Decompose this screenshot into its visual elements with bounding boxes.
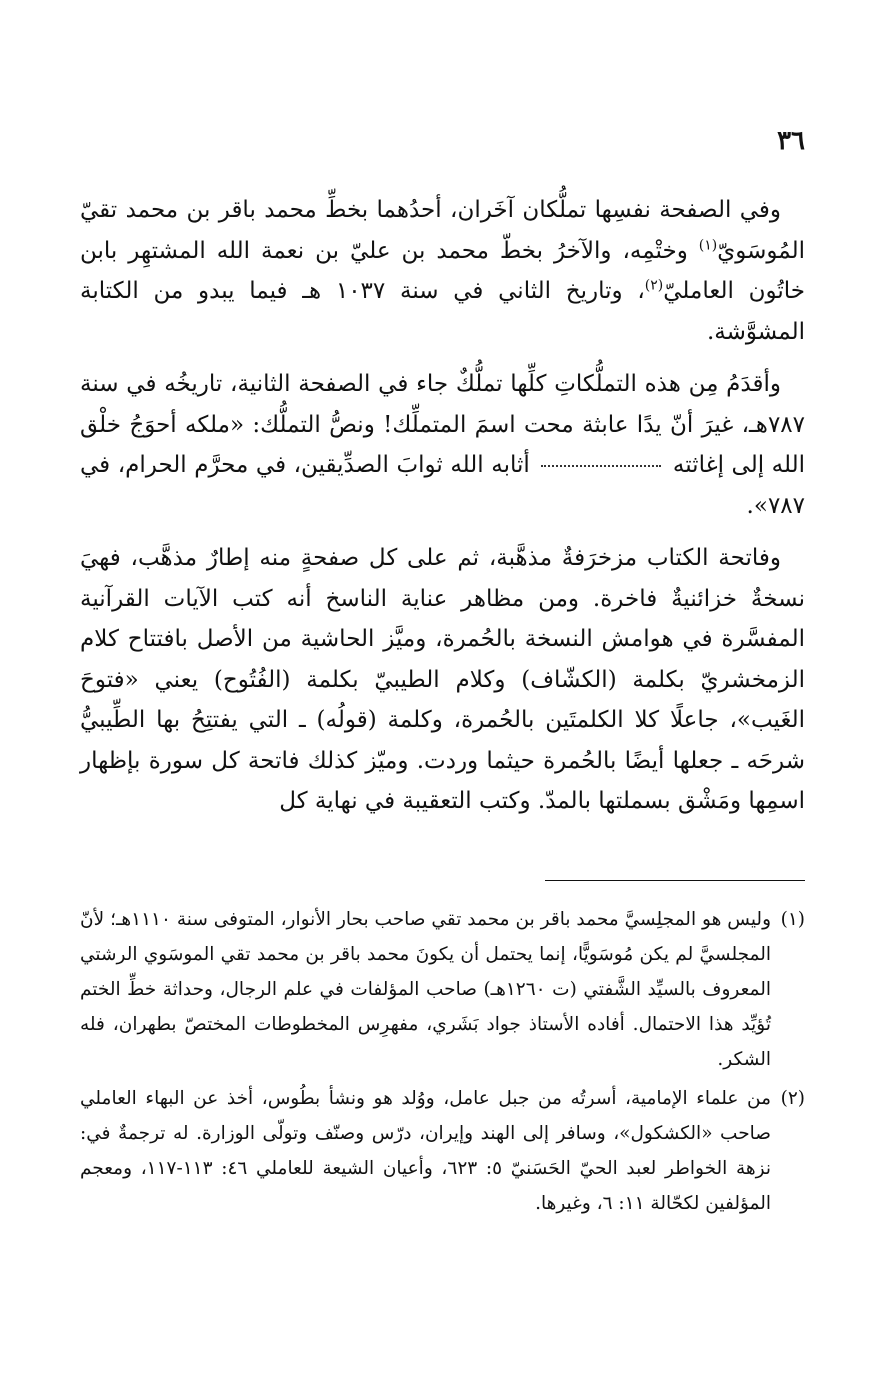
paragraph-2-text-1: وأقدَمُ مِن هذه التملُّكاتِ كلِّها تملُّكٌ جاء في الصفحة الثانية، تاريخُه في سنة ٧٨٧هـ، غيرَ أنّ يدًا عابثة محت اسمَ المتملِّك! ونصُّ التملُّك: «ملكه أحوَجُ خلْق الله إلى إغاثته bbox=[80, 371, 806, 478]
page-number: ٣٦ bbox=[777, 126, 805, 156]
footnote-1-number: (١) bbox=[780, 909, 805, 930]
footnote-1-text: وليس هو المجلِسيَّ محمد باقر بن محمد تقي صاحب بحار الأنوار، المتوفى سنة ١١١٠هـ؛ لأنّ المجلسيَّ لم يكن مُوسَويًّا، إنما يحتمل أن يكونَ محمد باقر بن محمد تقي الموسَوي الرشتي المعروف بالسيِّد الشَّفتي (ت ١٢٦٠هـ) صاحب المؤلفات في علم الرجال، وحداثة خطِّ الختم تُؤيِّد هذا الاحتمال. أفاده الأستاذ جواد بَشَري، مفهرِس المخطوطات المختصّ بطهران، فله الشكر. bbox=[80, 909, 772, 1070]
paragraph-2-text-2: أثابه الله ثوابَ الصدِّيقين، في محرَّم الحرام، في ٧٨٧». bbox=[80, 452, 805, 519]
paragraph-1-text-3: ، وتاريخ الثاني في سنة ١٠٣٧ هـ فيما يبدو من الكتابة المشوَّشة. bbox=[80, 278, 805, 345]
footnote-separator bbox=[545, 880, 805, 881]
paragraph-1 bbox=[80, 190, 805, 352]
erased-text-dots bbox=[541, 465, 661, 467]
paragraph-3: وفاتحة الكتاب مزخرَفةٌ مذهَّبة، ثم على كل صفحةٍ منه إطارٌ مذهَّب، فهيَ نسخةٌ خزائنيةٌ فاخرة. ومن مظاهر عناية الناسخ أنه كتب الآيات القرآنية المفسَّرة في هوامش النسخة بالحُمرة، وميَّز الحاشية من الأصل بافتتاح كلام الزمخشريّ بكلمة (الكشّاف) وكلام الطيبيّ بكلمة (الفُتُوح) يعني «فتوحَ الغَيب»، جاعلًا كلا الكلمتَين بالحُمرة، وكلمة (قولُه) ـ التي يفتتِحُ بها الطِّيبيُّ شرحَه ـ جعلها أيضًا بالحُمرة حيثما وردت. وميّز كذلك فاتحة كل سورة بإظهار اسمِها ومَشْق بسملتها بالمدّ. وكتب التعقيبة في نهاية كل bbox=[80, 545, 805, 814]
main-text bbox=[80, 190, 805, 834]
paragraph-1-text-2: وختْمِه، والآخرُ بخطّ محمد بن عليّ بن نعمة الله المشتهِر بابن خاتُون العامليّ bbox=[80, 237, 805, 304]
footnotes bbox=[80, 902, 805, 1225]
footnote-2-text: من علماء الإمامية، أسرتُه من جبل عامل، ووُلد هو ونشأ بطُوس، أخذ عن البهاء العاملي صاحب «الكشكول»، وسافر إلى الهند وإيران، درّس وصنّف وتولّى الوزارة. له ترجمةٌ في: نزهة الخواطر لعبد الحيّ الحَسَنيّ ٥: ٦٢٣، وأعيان الشيعة للعاملي ٤٦: ١١٣-١١٧، ومعجم المؤلفين لكحّالة ١١: ٦، وغيرها. bbox=[80, 1088, 771, 1214]
paragraph-1-text-1: وفي الصفحة نفسِها تملُّكان آخَران، أحدُهما بخطِّ محمد باقر بن محمد تقيّ المُوسَويّ bbox=[80, 197, 805, 264]
footnote-2-number: (٢) bbox=[780, 1088, 805, 1109]
footnote-2 bbox=[80, 1081, 805, 1221]
paragraph-2 bbox=[80, 364, 805, 526]
footnote-ref-2: (٢) bbox=[644, 277, 664, 294]
footnote-1 bbox=[80, 902, 805, 1077]
footnote-ref-1: (١) bbox=[698, 236, 718, 253]
